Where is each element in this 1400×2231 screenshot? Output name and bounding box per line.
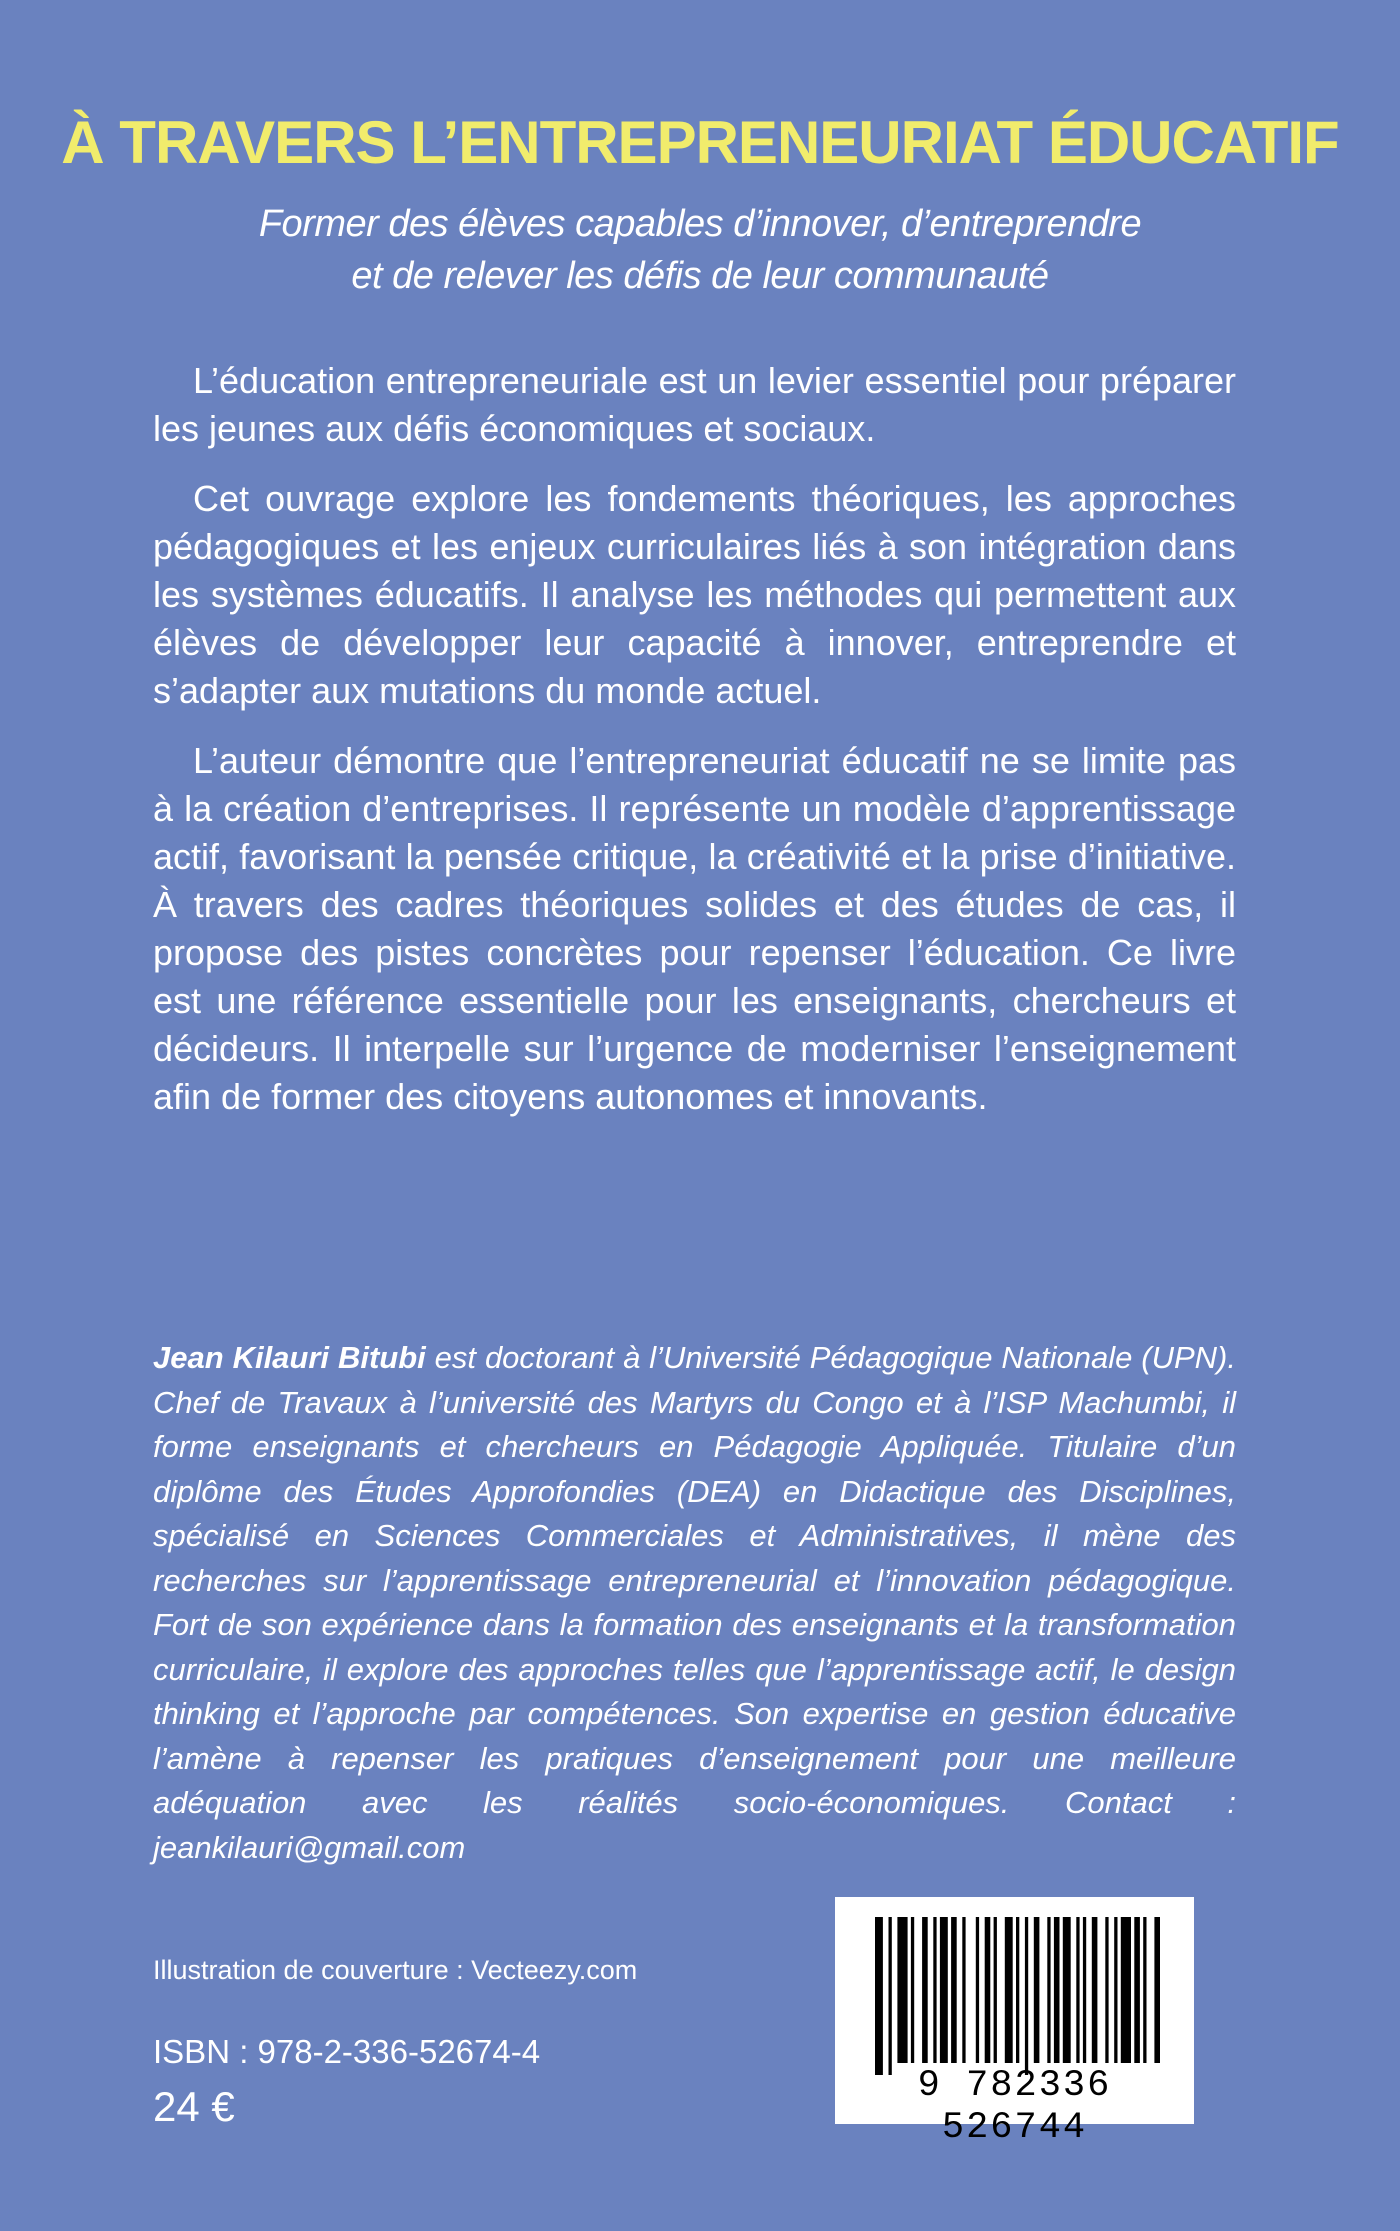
barcode-bar [1034,1917,1040,2063]
barcode-bar [1105,1917,1108,2063]
book-title: À TRAVERS L’ENTREPRENEURIAT ÉDUCATIF [61,109,1339,176]
barcode-bar [875,1917,883,2075]
barcode-bar [1121,1917,1131,2063]
subtitle-line-1: Former des élèves capables d’innover, d’entreprendre [258,203,1142,245]
author-bio-text: est doctorant à l’Université Pédagogique Nationale (UPN). Chef de Travaux à l’université des Martyrs du Congo et à l’ISP Machumbi, il forme enseignants et chercheurs en Pédagogie Appliquée. Titulaire d’un diplôme des Études Approfondies (DEA) en Didactique des Disciplines, spécialisé en Sciences Commerciales et Administratives, il mène des recherches sur l’apprentissage entrepreneurial et l’innovation pédagogique. Fort de son expérience dans la formation des enseignants et la transformation curriculaire, il explore des approches telles que l’apprentissage actif, le design thinking et l’approche par compétences. Son expertise en gestion éducative l’amène à repenser les pratiques d’enseignement pour une meilleure adéquation avec les réalités socio-économiques. Contact : jeankilauri@gmail.com [153,1340,1236,1865]
barcode-bar [1134,1917,1140,2063]
barcode-bar [1154,1917,1160,2063]
barcode-bar [951,1917,957,2063]
author-name: Jean Kilauri Bitubi [153,1340,426,1375]
barcode-bar [889,1917,892,2075]
price: 24 € [153,2083,235,2130]
barcode-bar [976,1917,979,2063]
book-subtitle [0,198,1400,302]
isbn: ISBN : 978-2-336-52674-4 [153,2033,541,2070]
barcode-bar [1143,1917,1146,2063]
barcode [835,1897,1194,2149]
subtitle-line-2: et de relever les défis de leur communauté [351,255,1049,297]
barcode-bar [1114,1917,1117,2063]
barcode-bar [933,1917,936,2063]
blurb [153,357,1236,1143]
barcode-digits: 9 782336 526744 [917,2065,1112,2149]
barcode-bar [962,1917,965,2063]
barcode-bar [922,1917,928,2063]
barcode-bar [1063,1917,1071,2063]
barcode-bar [1083,1917,1086,2063]
barcode-bar [1076,1917,1079,2063]
barcode-bar [911,1917,914,2063]
blurb-paragraph-1: L’éducation entrepreneuriale est un levier essentiel pour préparer les jeunes aux défis économiques et sociaux. [153,360,1236,449]
barcode-bar [1016,1917,1019,2063]
blurb-paragraph-2: Cet ouvrage explore les fondements théoriques, les approches pédagogiques et les enjeux curriculaires liés à son intégration dans les systèmes éducatifs. Il analyse les méthodes qui permettent aux élèves de développer leur capacité à innover, entreprendre et s’adapter aux mutations du monde actuel. [153,478,1236,711]
barcode-bar [1005,1917,1013,2063]
barcode-bar [1025,1917,1028,2075]
barcode-bar [994,1917,997,2063]
barcode-bar [1054,1917,1060,2063]
illustration-credit: Illustration de couverture : Vecteezy.com [153,1955,638,1985]
barcode-bar [897,1917,907,2063]
barcode-bar [985,1917,991,2063]
barcode-bar [940,1917,948,2063]
barcode-bar [1047,1917,1050,2063]
blurb-paragraph-3: L’auteur démontre que l’entrepreneuriat éducatif ne se limite pas à la création d’entreprises. Il représente un modèle d’apprentissage actif, favorisant la pensée critique, la créativité et la prise d’initiative. À travers des cadres théoriques solides et des études de cas, il propose des pistes concrètes pour repenser l’éducation. Ce livre est une référence essentielle pour les enseignants, chercheurs et décideurs. Il interpelle sur l’urgence de moderniser l’enseignement afin de former des citoyens autonomes et innovants. [153,740,1236,1117]
barcode-bar [1092,1917,1098,2063]
author-bio [153,1336,1236,1870]
